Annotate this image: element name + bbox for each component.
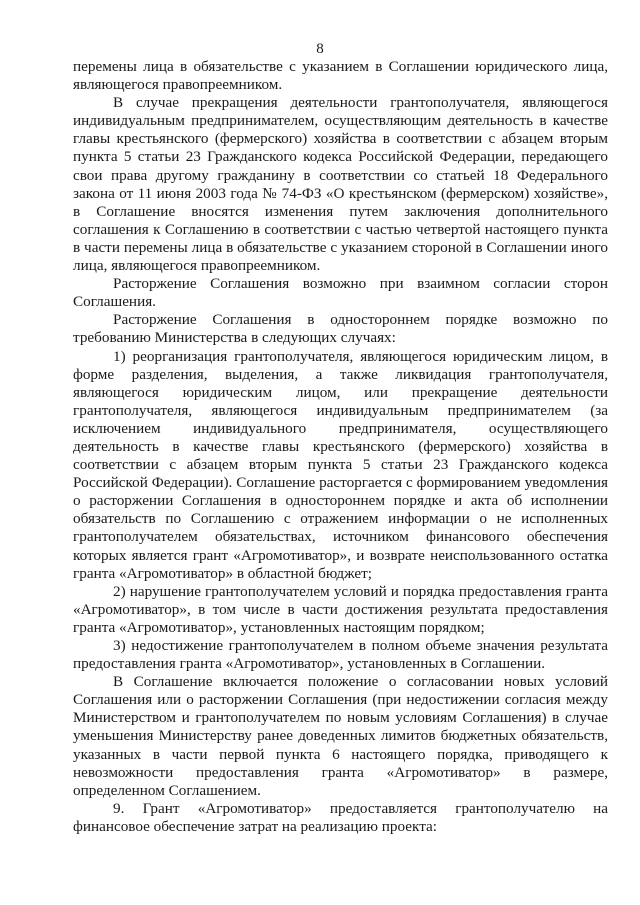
page-number: 8 — [316, 41, 324, 57]
paragraph-farm-termination: В случае прекращения деятельности грантополучателя, являющегося индивидуальным предпринимателем, осуществляющим деятельность в качестве главы крестьянского (фермерского) хозяйства в соответствии с абзацем вторым пункта 5 статьи 23 Гражданского кодекса Российской Федерации, передающего свои права другому гражданину в соответствии со статьей 18 Федерального закона от 11 июня 2003 года № 74-ФЗ «О крестьянском (фермерском) хозяйстве», в Соглашение вносятся изменения путем заключения дополнительного соглашения к Соглашению в соответствии с частью четвертой настоящего пункта в части перемены лица в обязательстве с указанием стороной в Соглашении иного лица, являющегося правопреемником. — [73, 94, 608, 275]
list-item-non-achievement: 3) недостижение грантополучателем в полном объеме значения результата предоставления гранта «Агромотиватор», установленных в Соглашении. — [73, 637, 608, 673]
document-body — [73, 58, 608, 836]
paragraph-limits-reduction: В Соглашение включается положение о согласовании новых условий Соглашения или о расторжении Соглашения (при недостижении согласия между Министерством и грантополучателем по новым условиям Соглашения) в случае уменьшения Министерству ранее доведенных лимитов бюджетных обязательств, указанных в части первой пункта 6 настоящего порядка, приводящего к невозможности предоставления гранта «Агромотиватор» в размере, определенном Соглашением. — [73, 673, 608, 799]
paragraph-mutual-termination: Расторжение Соглашения возможно при взаимном согласии сторон Соглашения. — [73, 275, 608, 311]
paragraph-successor-legal-entity: перемены лица в обязательстве с указанием в Соглашении юридического лица, являющегося правопреемником. — [73, 58, 608, 94]
paragraph-unilateral-termination: Расторжение Соглашения в одностороннем порядке возможно по требованию Министерства в следующих случаях: — [73, 311, 608, 347]
list-item-reorganization: 1) реорганизация грантополучателя, являющегося юридическим лицом, в форме разделения, выделения, а также ликвидация грантополучателя, являющегося юридическим лицом, или прекращение деятельности грантополучателя, являющегося индивидуальным предпринимателем (за исключением индивидуального предпринимателя, осуществляющего деятельность в качестве главы крестьянского (фермерского) хозяйства в соответствии с абзацем вторым пункта 5 статьи 23 Гражданского кодекса Российской Федерации). Соглашение расторгается с формированием уведомления о расторжении Соглашения в одностороннем порядке и акта об исполнении обязательств по Соглашению с отражением информации о не исполненных грантополучателем обязательствах, источником финансового обеспечения которых является грант «Агромотиватор», и возврате неиспользованного остатка гранта «Агромотиватор» в областной бюджет; — [73, 347, 608, 582]
list-item-violation: 2) нарушение грантополучателем условий и порядка предоставления гранта «Агромотиватор», в том числе в части достижения результата предоставления гранта «Агромотиватор», установленных настоящим порядком; — [73, 582, 608, 636]
paragraph-clause-9: 9. Грант «Агромотиватор» предоставляется грантополучателю на финансовое обеспечение затрат на реализацию проекта: — [73, 799, 608, 835]
